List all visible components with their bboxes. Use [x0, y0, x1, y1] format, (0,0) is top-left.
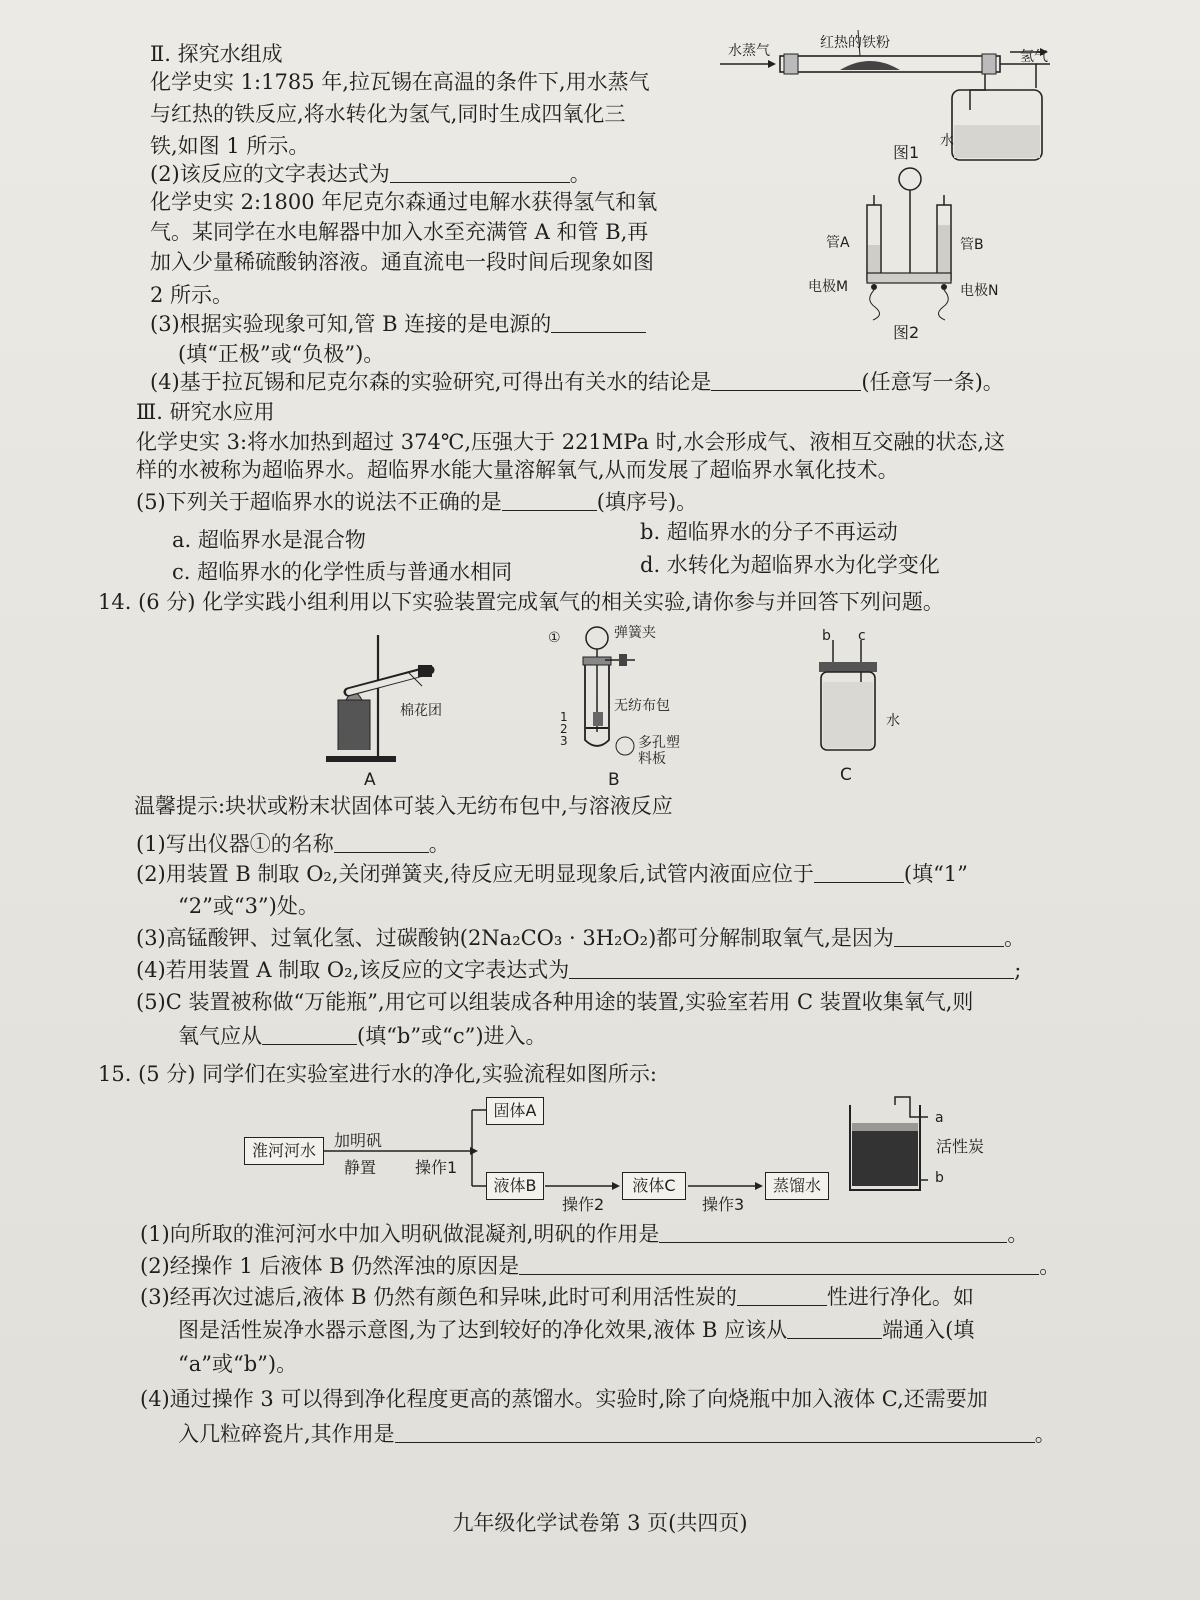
label-port-a: a	[935, 1110, 944, 1126]
level-2: 2	[560, 722, 568, 736]
level-3: 3	[560, 734, 568, 748]
label-port-b-15: b	[935, 1170, 944, 1186]
label-porous-plate-2: 料板	[638, 751, 666, 767]
question-14-5-line1: (5)C 装置被称做“万能瓶”,用它可以组装成各种用途的装置,实验室若用 C 装置收集氧气,则	[136, 990, 974, 1014]
flow-arrowhead-2	[612, 1182, 620, 1190]
history-fact-2-line1: 化学史实 2:1800 年尼克尔森通过电解水获得氢气和氧	[150, 190, 658, 214]
question-15-1: (1)向所取的淮河河水中加入明矾做混凝剂,明矾的作用是 。	[140, 1222, 1029, 1246]
level-1: 1	[560, 710, 568, 724]
port-a-pipe	[895, 1097, 928, 1117]
label-steam: 水蒸气	[728, 43, 770, 59]
question-15-3-line2: 图是活性炭净水器示意图,为了达到较好的净化效果,液体 B 应该从 端通入(填	[178, 1318, 975, 1342]
label-spring-clip: 弹簧夹	[614, 625, 656, 641]
figure-1-caption: 图1	[893, 143, 920, 162]
question-14-2-hint: “2”或“3”)处。	[178, 894, 319, 918]
answer-blank-15-3a[interactable]	[737, 1285, 827, 1306]
question-3-hint: (填“正极”或“负极”)。	[178, 342, 385, 366]
answer-blank-15-3b[interactable]	[787, 1318, 882, 1339]
option-b: b. 超临界水的分子不再运动	[640, 520, 898, 544]
question-14-5-line2: 氧气应从 (填“b”或“c”)进入。	[178, 1024, 547, 1048]
label-water: 水	[940, 133, 954, 149]
box-river-water: 淮河河水	[244, 1137, 324, 1165]
question-15-3-line1: (3)经再次过滤后,液体 B 仍然有颜色和异味,此时可利用活性炭的 性进行净化。如	[140, 1285, 974, 1309]
label-apparatus-c: C	[840, 765, 852, 785]
label-op3: 操作3	[702, 1195, 745, 1214]
question-5: (5)下列关于超临界水的说法不正确的是 (填序号)。	[136, 490, 698, 514]
question-14-4: (4)若用装置 A 制取 O₂,该反应的文字表达式为 ;	[136, 958, 1022, 982]
question-14-2: (2)用装置 B 制取 O₂,关闭弹簧夹,待反应无明显现象后,试管内液面应位于 (填“1”	[136, 862, 968, 886]
sand-layer	[852, 1123, 918, 1131]
question-14-header: 14. (6 分) 化学实践小组利用以下实验装置完成氧气的相关实验,请你参与并回答下列问题。	[98, 590, 944, 614]
history-fact-1-line3: 铁,如图 1 所示。	[150, 134, 310, 158]
history-fact-2-line4: 2 所示。	[150, 283, 234, 307]
question-15-4-line2: 入几粒碎瓷片,其作用是 。	[178, 1422, 1056, 1446]
history-fact-1-line2: 与红热的铁反应,将水转化为氢气,同时生成四氧化三	[150, 102, 626, 126]
question-4: (4)基于拉瓦锡和尼克尔森的实验研究,可得出有关水的结论是 (任意写一条)。	[150, 370, 1004, 394]
label-op1: 操作1	[415, 1158, 458, 1177]
label-activated-carbon: 活性炭	[936, 1137, 985, 1156]
label-instrument-1: ①	[548, 630, 561, 646]
page-footer: 九年级化学试卷第 3 页(共四页)	[452, 1511, 748, 1535]
history-fact-2-line2: 气。某同学在水电解器中加入水至充满管 A 和管 B,再	[150, 220, 649, 244]
label-tube-b: 管B	[960, 237, 984, 253]
box-solid-a: 固体A	[486, 1097, 544, 1125]
figure-2-caption: 图2	[893, 323, 920, 342]
option-a: a. 超临界水是混合物	[172, 528, 366, 552]
carbon-layer	[852, 1131, 918, 1186]
label-apparatus-a: A	[364, 770, 376, 790]
label-cotton: 棉花团	[400, 703, 442, 719]
label-porous-plate-1: 多孔塑	[638, 735, 680, 751]
box-distilled-water: 蒸馏水	[765, 1172, 829, 1200]
label-add-alum: 加明矾	[334, 1131, 383, 1150]
label-op2: 操作2	[562, 1195, 605, 1214]
section-2-title: Ⅱ. 探究水组成	[150, 42, 283, 66]
label-iron-powder: 红热的铁粉	[820, 35, 890, 51]
question-2: (2)该反应的文字表达式为 。	[150, 162, 591, 186]
label-fabric-bag: 无纺布包	[614, 698, 670, 714]
question-15-2: (2)经操作 1 后液体 B 仍然浑浊的原因是 。	[140, 1254, 1061, 1278]
tip-text: 温馨提示:块状或粉末状固体可装入无纺布包中,与溶液反应	[134, 794, 673, 818]
label-tube-a: 管A	[826, 235, 850, 251]
label-hydrogen: 氢气	[1020, 49, 1048, 65]
box-liquid-b: 液体B	[486, 1172, 544, 1200]
label-electrode-m: 电极M	[808, 279, 849, 295]
question-14-1: (1)写出仪器①的名称 。	[136, 832, 450, 856]
option-c: c. 超临界水的化学性质与普通水相同	[172, 560, 513, 584]
question-15-4-line1: (4)通过操作 3 可以得到净化程度更高的蒸馏水。实验时,除了向烧瓶中加入液体 C,还需要加	[140, 1387, 988, 1411]
option-d: d. 水转化为超临界水为化学变化	[640, 553, 940, 577]
label-port-c: c	[858, 628, 866, 644]
answer-blank-15-1[interactable]	[659, 1222, 1007, 1243]
flow-arrowhead-3	[755, 1182, 763, 1190]
box-liquid-c: 液体C	[622, 1172, 686, 1200]
answer-blank-15-4[interactable]	[395, 1422, 1035, 1443]
section-3-title: Ⅲ. 研究水应用	[136, 400, 275, 424]
label-water-c: 水	[886, 713, 900, 729]
history-fact-1-line1: 化学史实 1:1785 年,拉瓦锡在高温的条件下,用水蒸气	[150, 70, 650, 94]
history-fact-2-line3: 加入少量稀硫酸钠溶液。通直流电一段时间后现象如图	[150, 250, 654, 274]
question-3: (3)根据实验现象可知,管 B 连接的是电源的	[150, 310, 646, 338]
label-port-b: b	[822, 628, 831, 644]
question-15-header: 15. (5 分) 同学们在实验室进行水的净化,实验流程如图所示:	[98, 1062, 657, 1086]
question-15-3-line3: “a”或“b”)。	[178, 1352, 298, 1376]
history-fact-3-line2: 样的水被称为超临界水。超临界水能大量溶解氧气,从而发展了超临界水氧化技术。	[136, 458, 899, 482]
label-electrode-n: 电极N	[960, 283, 999, 299]
carbon-purifier	[840, 1095, 930, 1200]
label-apparatus-b: B	[608, 770, 620, 790]
history-fact-3-line1: 化学史实 3:将水加热到超过 374℃,压强大于 221MPa 时,水会形成气、液相互交融的状态,这	[136, 430, 1006, 454]
question-14-3: (3)高锰酸钾、过氧化氢、过碳酸钠(2Na₂CO₃ · 3H₂O₂)都可分解制取氧气,是因为 。	[136, 926, 1025, 950]
answer-blank-15-2[interactable]	[519, 1254, 1039, 1275]
label-settle: 静置	[344, 1158, 377, 1177]
flow-arrowhead-1	[470, 1147, 478, 1155]
